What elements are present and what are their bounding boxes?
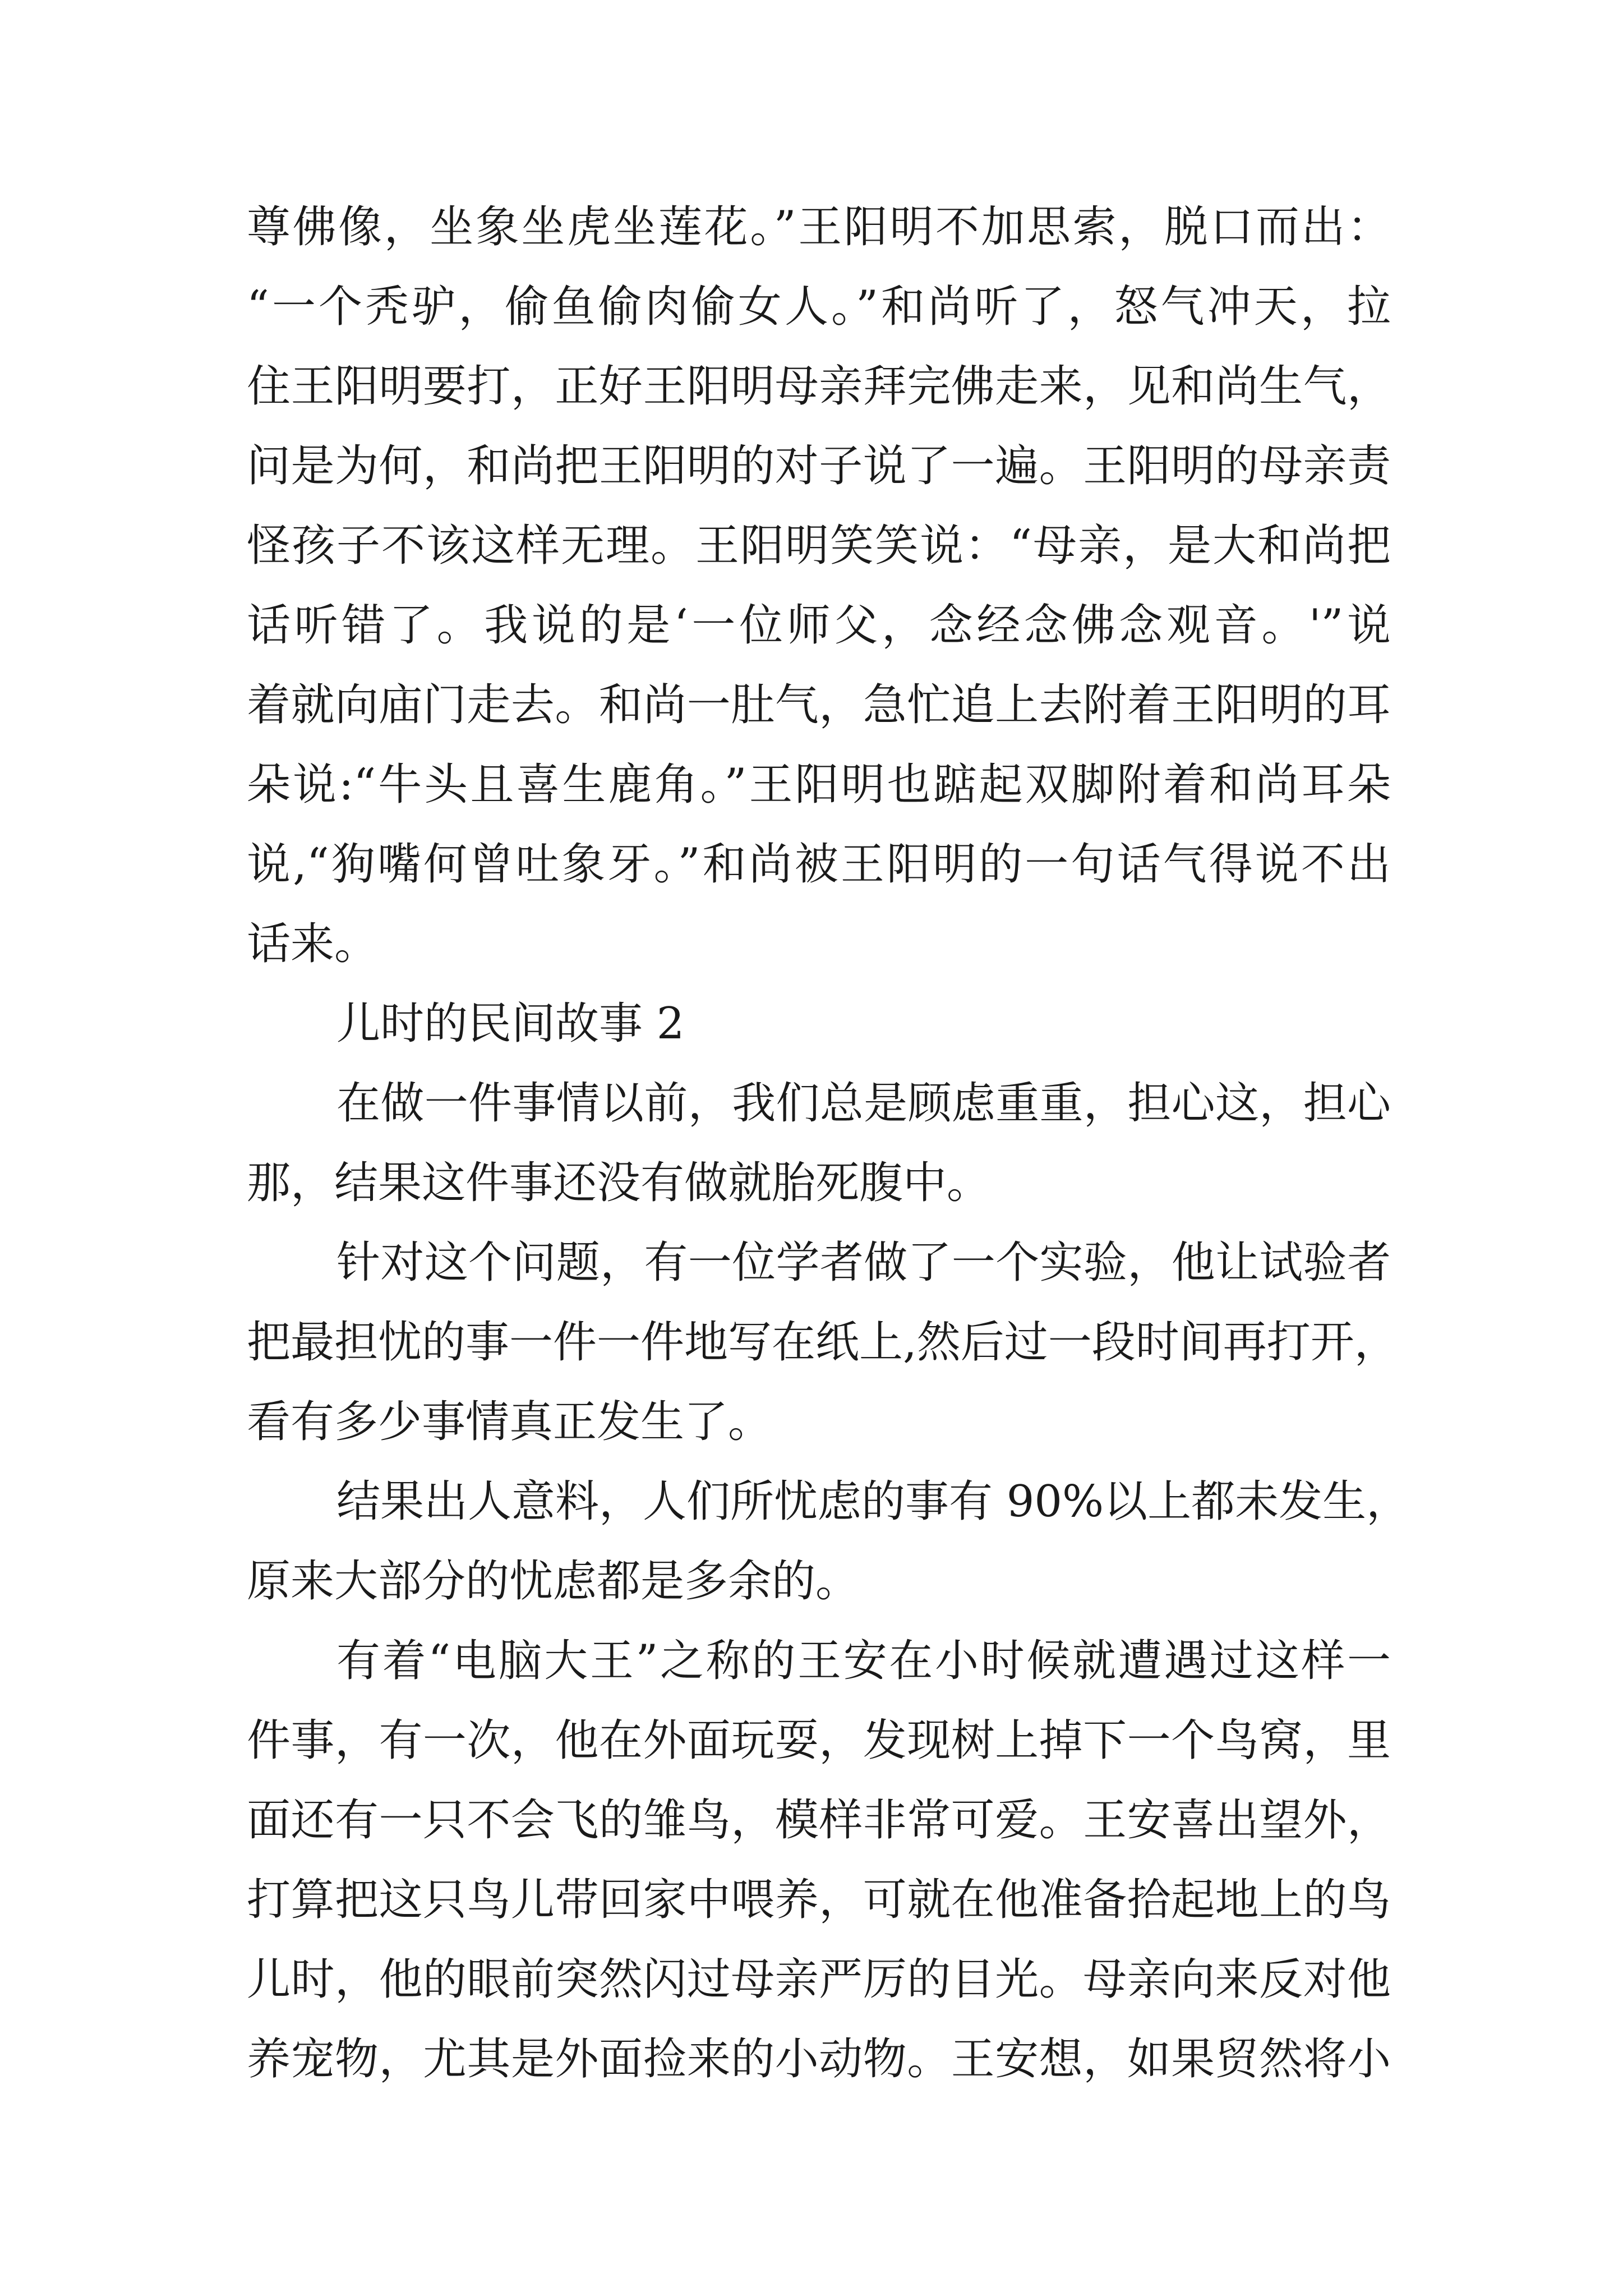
- text-line: 那，结果这件事还没有做就胎死腹中。: [247, 1158, 991, 1208]
- text-line: 有着“电脑大王”之称的王安在小时候就遭遇过这样一: [336, 1636, 1391, 1686]
- text-line: 件事，有一次，他在外面玩耍，发现树上掉下一个鸟窝，里: [247, 1715, 1391, 1766]
- text-line: “一个秃驴，偷鱼偷肉偷女人。”和尚听了，怒气冲天，拉: [247, 282, 1391, 332]
- text-line: 问是为何，和尚把王阳明的对子说了一遍。王阳明的母亲责: [247, 441, 1391, 491]
- text-line: 儿时，他的眼前突然闪过母亲严厉的目光。母亲向来反对他: [247, 1954, 1391, 2005]
- text-line: 打算把这只鸟儿带回家中喂养，可就在他准备拾起地上的鸟: [247, 1875, 1391, 1925]
- text-line: 着就向庙门走去。和尚一肚气，急忙追上去附着王阳明的耳: [247, 680, 1391, 730]
- text-line: 针对这个问题，有一位学者做了一个实验，他让试验者: [336, 1237, 1391, 1288]
- text-line: 结果出人意料，人们所忧虑的事有 90%以上都未发生，: [336, 1476, 1410, 1527]
- text-line: 看有多少事情真正发生了。: [247, 1397, 772, 1447]
- text-line: 尊佛像，坐象坐虎坐莲花。”王阳明不加思索，脱口而出：: [247, 202, 1391, 252]
- text-line: 说,“狗嘴何曾吐象牙。”和尚被王阳明的一句话气得说不出: [247, 839, 1391, 890]
- text-line: 怪孩子不该这样无理。王阳明笑笑说：“母亲，是大和尚把: [247, 521, 1391, 571]
- text-line: 原来大部分的忧虑都是多余的。: [247, 1556, 860, 1607]
- text-line: 话听错了。我说的是‘一位师父，念经念佛念观音。'”说: [247, 600, 1391, 651]
- text-line: 把最担忧的事一件一件地写在纸上,然后过一段时间再打开，: [247, 1317, 1398, 1368]
- text-line: 养宠物，尤其是外面捡来的小动物。王安想，如果贸然将小: [247, 2034, 1391, 2085]
- text-line: 朵说:“牛头且喜生鹿角。”王阳明也踮起双脚附着和尚耳朵: [247, 760, 1391, 810]
- text-line: 话来。: [247, 919, 379, 969]
- text-line: 在做一件事情以前，我们总是顾虑重重，担心这，担心: [336, 1078, 1391, 1129]
- section-heading: 儿时的民间故事 2: [336, 999, 685, 1049]
- text-line: 面还有一只不会飞的雏鸟，模样非常可爱。王安喜出望外，: [247, 1795, 1391, 1846]
- text-line: 住王阳明要打，正好王阳明母亲拜完佛走来，见和尚生气，: [247, 361, 1391, 412]
